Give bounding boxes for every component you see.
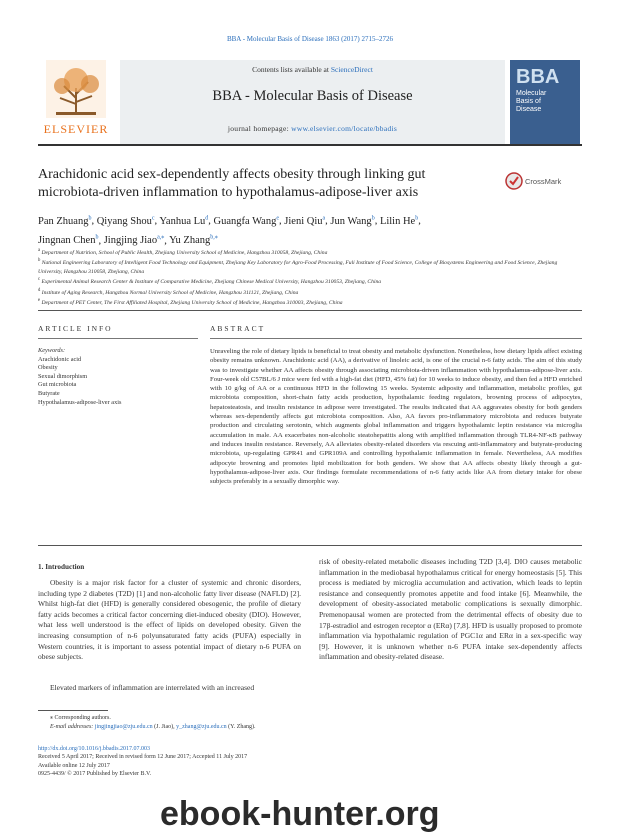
author[interactable]: Jingjing Jiao$^{a,⁎}$ <box>103 234 165 246</box>
watermark: ebook-hunter.org <box>160 795 440 833</box>
author[interactable]: Pan Zhuang$^b$ <box>38 215 92 227</box>
affiliation: $^c$ Experimental Animal Research Center & Institute of Comparative Medicine, Zhejiang Chinese Medical University, Hangzhou 310053, Zhejiang, China <box>38 277 382 286</box>
author[interactable]: Qiyang Shou$^c$ <box>96 215 155 227</box>
contents-line <box>120 65 505 74</box>
elsevier-logo <box>38 58 114 136</box>
keyword: Gut microbiota <box>38 381 77 389</box>
corresponding-note: ⁎ Corresponding authors. <box>50 715 111 721</box>
author[interactable]: Jieni Qiu$^a$ <box>284 215 326 227</box>
title-line: microbiota-driven inflammation to hypothalamus-adipose-liver axis <box>38 185 419 200</box>
footnote <box>38 714 338 731</box>
received-dates: Received 5 April 2017; Received in revised form 12 June 2017; Accepted 11 July 2017 <box>38 754 248 761</box>
keyword: Arachidonic acid <box>38 355 82 363</box>
affiliation: $^d$ Institute of Aging Research, Hangzhou Normal University School of Medicine, Hangzhou 311121, Zhejiang, China <box>38 287 299 296</box>
email-link[interactable]: jingjingjiao@zju.edu.cn <box>94 723 153 730</box>
cover-subtitle-line: Molecular <box>516 90 547 97</box>
available-online: Available online 12 July 2017 <box>38 762 110 769</box>
keyword: Obesity <box>38 364 58 372</box>
keyword: Hypothalamus-adipose-liver axis <box>38 398 122 406</box>
crossmark-icon <box>505 172 523 190</box>
keywords-block <box>38 347 198 407</box>
introduction-heading: 1. Introduction <box>38 563 85 571</box>
title-line: Arachidonic acid sex-dependently affects obesity through linking gut <box>38 167 426 182</box>
doi-link[interactable]: http://dx.doi.org/10.1016/j.bbadis.2017.07.003 <box>38 746 151 752</box>
abstract-text: Unraveling the role of dietary lipids is beneficial to treat obesity and metabolic dysfunction. Nonetheless, how dietary lipids affect existing obesity remains unknown. Arachidonic acid (AA), a derivative of linoleic acid, is one of the crucial n-6 fatty acids. The aim of this study was to investigate whether AA affects obesity through associating microbiota-driven inflammation with hypothalamus-adipose-liver axis. Four-week old C57BL/6 J mice were fed with a high-fat diet (HFD, 45% fat) for 10 weeks to induce obesity, and then fed a HFD enriched with 10 g/kg of AA or a continuous HFD in the following 15 weeks. Systemic adiposity and inflammation, metabolic profiles, gut microbiota composition, short-chain fatty acids production, hypothalamic feeding regulators, browning process of adipocytes, hepatosteatosis, and insulin resistance in adipose were investigated. The results indicated that AA aggravates obesity for both genders whereas sex-dependently affects gut microbiota composition. Also, AA favors pro-inflammatory microbiota and reduces butyrate production and circulating serotonin, which augments global inflammation and triggers hypothalamic leptin resistance via microglia accumulation in male. AA exacerbates non-alcoholic steatohepatitis along with amplified inflammation through TLR4-NF-κB pathway and induces insulin resistance. Reversely, AA alleviates obesity-related disorders via rescuing anti-inflammatory and butyrate-producing microbiota, up-regulating GPR41 and GPR109A and controlling hypothalamic inflammation in female. Nevertheless, AA modifies adipocyte browning and promotes lipid mobilization for both genders. We show that AA affects obesity likely through a gut-hypothalamus-adipose-liver axis. Our findings formulate recommendations of n-6 fatty acids like AA from dietary intake for obese subjects preferably in a sexually dimorphic way. <box>210 348 582 486</box>
author[interactable]: Yanhua Lu$^d$ <box>159 215 209 227</box>
intro-right-column: risk of obesity-related metabolic diseases including T2D [3,4]. DIO causes metabolic inflammation in the mediobasal hypothalamus critical for energy homeostasis [5]. This process is mediated by microglia accumulation and activation, which leads to leptin resistance and consequently promotes appetite and food intake [6]. Meanwhile, the development of obesity-associated metabolic complications is sexually dimorphic. Premenopausal women are protected from the detrimental effects of obesity due to 17β-estradiol and estrogen receptor α (ERα) [7,8]. HFD is usually proposed to promote inflammation via hypothalamic regulation of PGC1α and ERα in a sex-specific way [9]. However, it is unknown whether n-6 PUFA intake sex-dependently affects inflammation and obesity-related disease. <box>319 557 582 662</box>
journal-name: BBA - Molecular Basis of Disease <box>212 88 413 104</box>
intro-left-paragraph: Obesity is a major risk factor for a cluster of systemic and chronic disorders, including type 2 diabetes (T2D) [1] and non-alcoholic fatty liver disease (NAFLD) [2]. Whilst high-fat diet (HFD) is generally considered obesogenic, the profile of dietary fatty acids becomes a critical factor concerning diet-induced obesity (DIO). However, what less well understood is the effect of lipids on developed obesity. Given the increasing consumption of n-6 polyunsaturated fatty acids (PUFA) especially in Western countries, it is important to assess potential impact of dietary n-6 PUFA on obese subjects. <box>38 578 301 662</box>
keywords-label: Keywords: <box>38 347 66 354</box>
author[interactable]: Yu Zhang$^{b,⁎}$ <box>169 234 218 246</box>
author[interactable]: Lilin He$^b$ <box>379 215 419 227</box>
section-divider <box>38 310 582 311</box>
affiliation: $^e$ Department of PET Center, The First Affiliated Hospital, Zhejiang University School of Medicine, Hangzhou 310003, Zhejiang, China <box>38 297 343 306</box>
author[interactable]: Guangfa Wang$^e$ <box>213 215 280 227</box>
homepage-link[interactable]: www.elsevier.com/locate/bbadis <box>291 124 398 133</box>
author[interactable]: Jun Wang$^b$ <box>330 215 375 227</box>
sciencedirect-link[interactable]: ScienceDirect <box>330 65 373 74</box>
homepage-prefix: journal homepage: <box>227 124 292 133</box>
affiliation: $^b$ National Engineering Laboratory of Intelligent Food Technology and Equipment, Zhejiang Key Laboratory for Agro-Food Processing, Fuli Institute of Food Science, College of Biosystems Engineering and Food Science, Zhejiang University, Hangzhou 310058, Zhejiang, China <box>38 258 558 275</box>
email-line <box>38 723 338 732</box>
abstract-end-rule <box>38 545 582 546</box>
article-info-heading: ARTICLE INFO <box>38 324 113 333</box>
email-label: E-mail addresses: <box>50 723 95 730</box>
cover-subtitle-line: Disease <box>516 106 542 113</box>
crossmark-label: CrossMark <box>525 177 562 186</box>
affiliations <box>38 247 583 307</box>
author-list: Pan Zhuang$^b$, Qiyang Shou$^c$, Yanhua Lu$^d$, Guangfa Wang$^e$, Jieni Qiu$^a$, Jun Wang$^b$, Lilin He$^b$, Jingnan Chen$^b$, Jingjing Jiao$^{a,⁎}$, Yu Zhang$^{b,⁎}$ <box>38 215 421 246</box>
elsevier-wordmark: ELSEVIER <box>43 122 109 136</box>
journal-citation[interactable]: BBA - Molecular Basis of Disease 1863 (2017) 2715–2726 <box>226 35 394 43</box>
email-owner: (J. Jiao), <box>152 723 177 730</box>
keyword: Sexual dimorphism <box>38 372 88 380</box>
journal-homepage <box>120 124 505 133</box>
cover-subtitle-line: Basis of <box>516 98 541 105</box>
journal-cover-image[interactable] <box>510 60 580 144</box>
article-info-rule <box>38 338 198 339</box>
article-title <box>38 166 478 202</box>
email-owner: (Y. Zhang). <box>226 723 256 730</box>
crossmark-button[interactable] <box>505 172 583 192</box>
cover-subtitle <box>516 90 546 114</box>
footnote-rule <box>38 710 108 711</box>
abstract-heading: ABSTRACT <box>210 324 266 333</box>
contents-prefix: Contents lists available at <box>252 65 331 74</box>
affiliation: $^a$ Department of Nutrition, School of Public Health, Zhejiang University School of Medicine, Hangzhou 310058, Zhejiang, China <box>38 248 328 256</box>
keyword: Butyrate <box>38 389 60 397</box>
publication-info <box>38 745 338 778</box>
copyright: 0925-4439/ © 2017 Published by Elsevier B.V. <box>38 770 152 777</box>
email-link[interactable]: y_zhang@zju.edu.cn <box>176 723 227 730</box>
intro-left-paragraph-2: Elevated markers of inflammation are interrelated with an increased <box>50 683 255 692</box>
author[interactable]: Jingnan Chen$^b$ <box>38 234 99 246</box>
header-rule <box>38 144 582 146</box>
cover-title: BBA <box>516 66 560 88</box>
abstract-rule <box>210 338 582 339</box>
